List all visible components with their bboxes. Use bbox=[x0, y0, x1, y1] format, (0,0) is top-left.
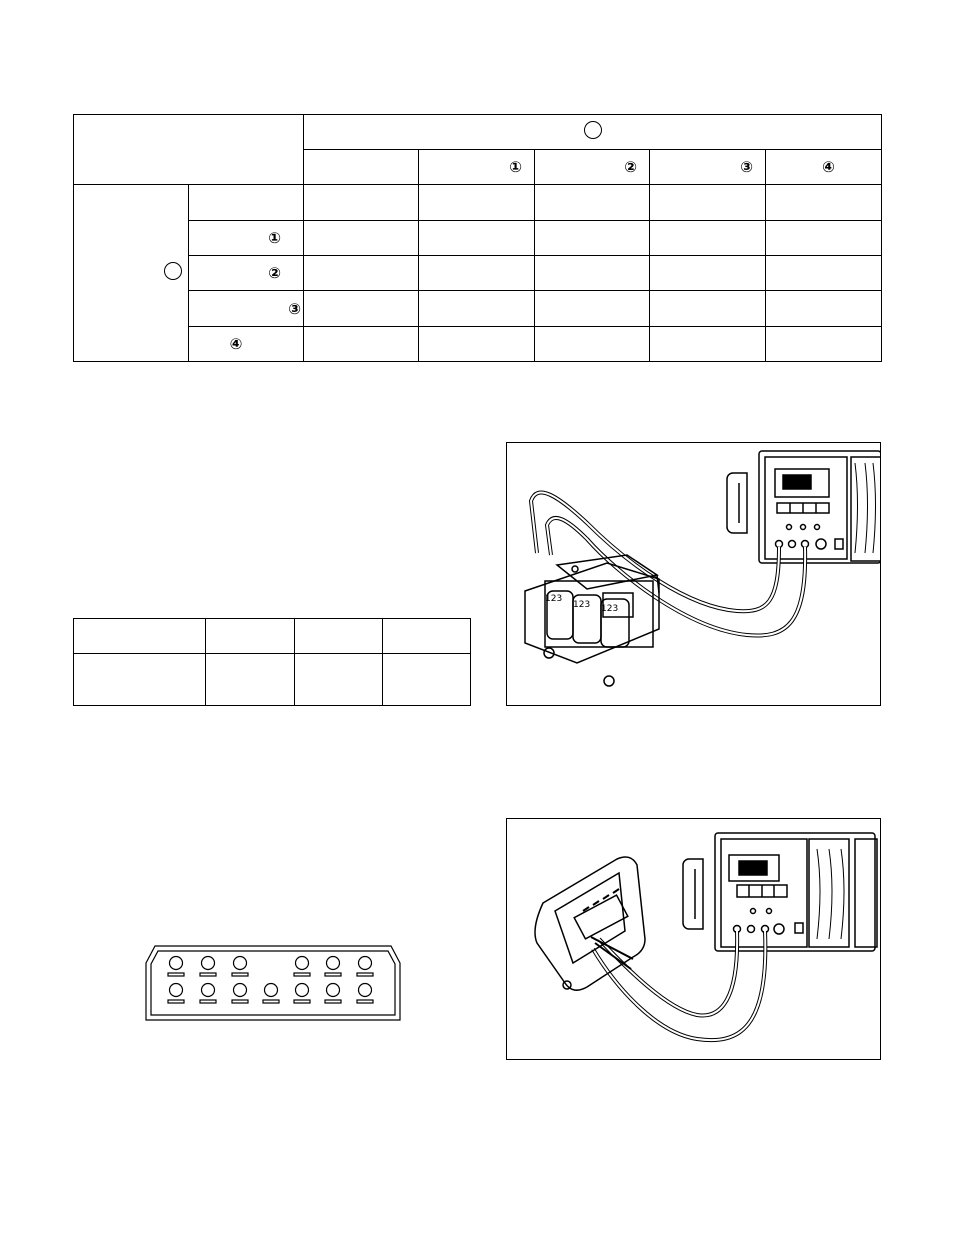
terminal-marking: 123 bbox=[545, 594, 563, 604]
tester-jack-icon bbox=[802, 541, 809, 548]
tester-switch-icon bbox=[795, 923, 803, 933]
table-cell bbox=[304, 327, 419, 362]
connector-pinout-diagram bbox=[145, 945, 401, 1021]
relay-test-illustration bbox=[507, 819, 880, 1059]
table-cell bbox=[766, 221, 882, 256]
connector-pin-row-bottom bbox=[168, 984, 373, 1004]
table-cell bbox=[304, 291, 419, 327]
table-cell bbox=[419, 221, 535, 256]
table-cell bbox=[304, 256, 419, 291]
table-cell bbox=[650, 256, 766, 291]
relay-test-figure bbox=[506, 818, 881, 1060]
table-cell bbox=[535, 291, 650, 327]
table-cell bbox=[74, 654, 206, 706]
table-cell bbox=[650, 327, 766, 362]
column-header-cell: ① bbox=[419, 150, 535, 185]
table-cell bbox=[766, 256, 882, 291]
row-header-cell: ① bbox=[189, 221, 304, 256]
table-cell bbox=[766, 327, 882, 362]
column-header-cell: ③ bbox=[650, 150, 766, 185]
tester-knob-icon bbox=[774, 924, 784, 934]
test-lead-2 bbox=[547, 518, 805, 636]
table-cell bbox=[206, 654, 295, 706]
column-header-cell: ④ bbox=[766, 150, 882, 185]
column-header-cell bbox=[304, 150, 419, 185]
tester-jack-icon bbox=[776, 541, 783, 548]
table-cell bbox=[295, 654, 383, 706]
blank-circle-symbol bbox=[164, 262, 182, 280]
tester-knob-icon bbox=[816, 539, 826, 549]
column-group-header-cell bbox=[304, 115, 882, 150]
table-cell bbox=[650, 185, 766, 221]
table-cell bbox=[383, 654, 471, 706]
row-header-cell: ③ bbox=[189, 291, 304, 327]
table-cell bbox=[766, 185, 882, 221]
transformer-test-figure bbox=[506, 442, 881, 706]
row-header-cell: ④ bbox=[189, 327, 304, 362]
table-cell bbox=[295, 619, 383, 654]
connector-outline bbox=[145, 945, 401, 1021]
table-cell bbox=[535, 256, 650, 291]
table-cell bbox=[650, 221, 766, 256]
tester-switch-icon bbox=[835, 539, 843, 549]
tester-handle bbox=[683, 859, 703, 929]
table-cell bbox=[419, 291, 535, 327]
row-header-cell: ② bbox=[189, 256, 304, 291]
column-header-cell: ② bbox=[535, 150, 650, 185]
table-cell bbox=[766, 291, 882, 327]
transformer-test-illustration bbox=[507, 443, 880, 705]
table-cell bbox=[304, 185, 419, 221]
row-header-cell bbox=[189, 185, 304, 221]
table-cell bbox=[650, 291, 766, 327]
table-cell bbox=[419, 256, 535, 291]
table-cell bbox=[206, 619, 295, 654]
table-cell bbox=[419, 327, 535, 362]
corner-header-cell bbox=[74, 115, 304, 185]
tester-handle bbox=[727, 473, 747, 533]
blank-circle-symbol bbox=[584, 121, 602, 139]
connector-pin-row-top bbox=[168, 957, 373, 977]
test-lead-1 bbox=[531, 492, 779, 611]
table-cell bbox=[74, 619, 206, 654]
terminal-marking: 123 bbox=[601, 604, 619, 614]
table-cell bbox=[383, 619, 471, 654]
table-cell bbox=[419, 185, 535, 221]
row-group-header-cell bbox=[74, 185, 189, 362]
terminal-marking: 123 bbox=[573, 600, 591, 610]
table-cell bbox=[535, 185, 650, 221]
table-cell bbox=[535, 221, 650, 256]
table-cell bbox=[304, 221, 419, 256]
coil-resistance-matrix-table bbox=[73, 114, 882, 362]
table-cell bbox=[535, 327, 650, 362]
small-spec-table bbox=[73, 618, 471, 706]
